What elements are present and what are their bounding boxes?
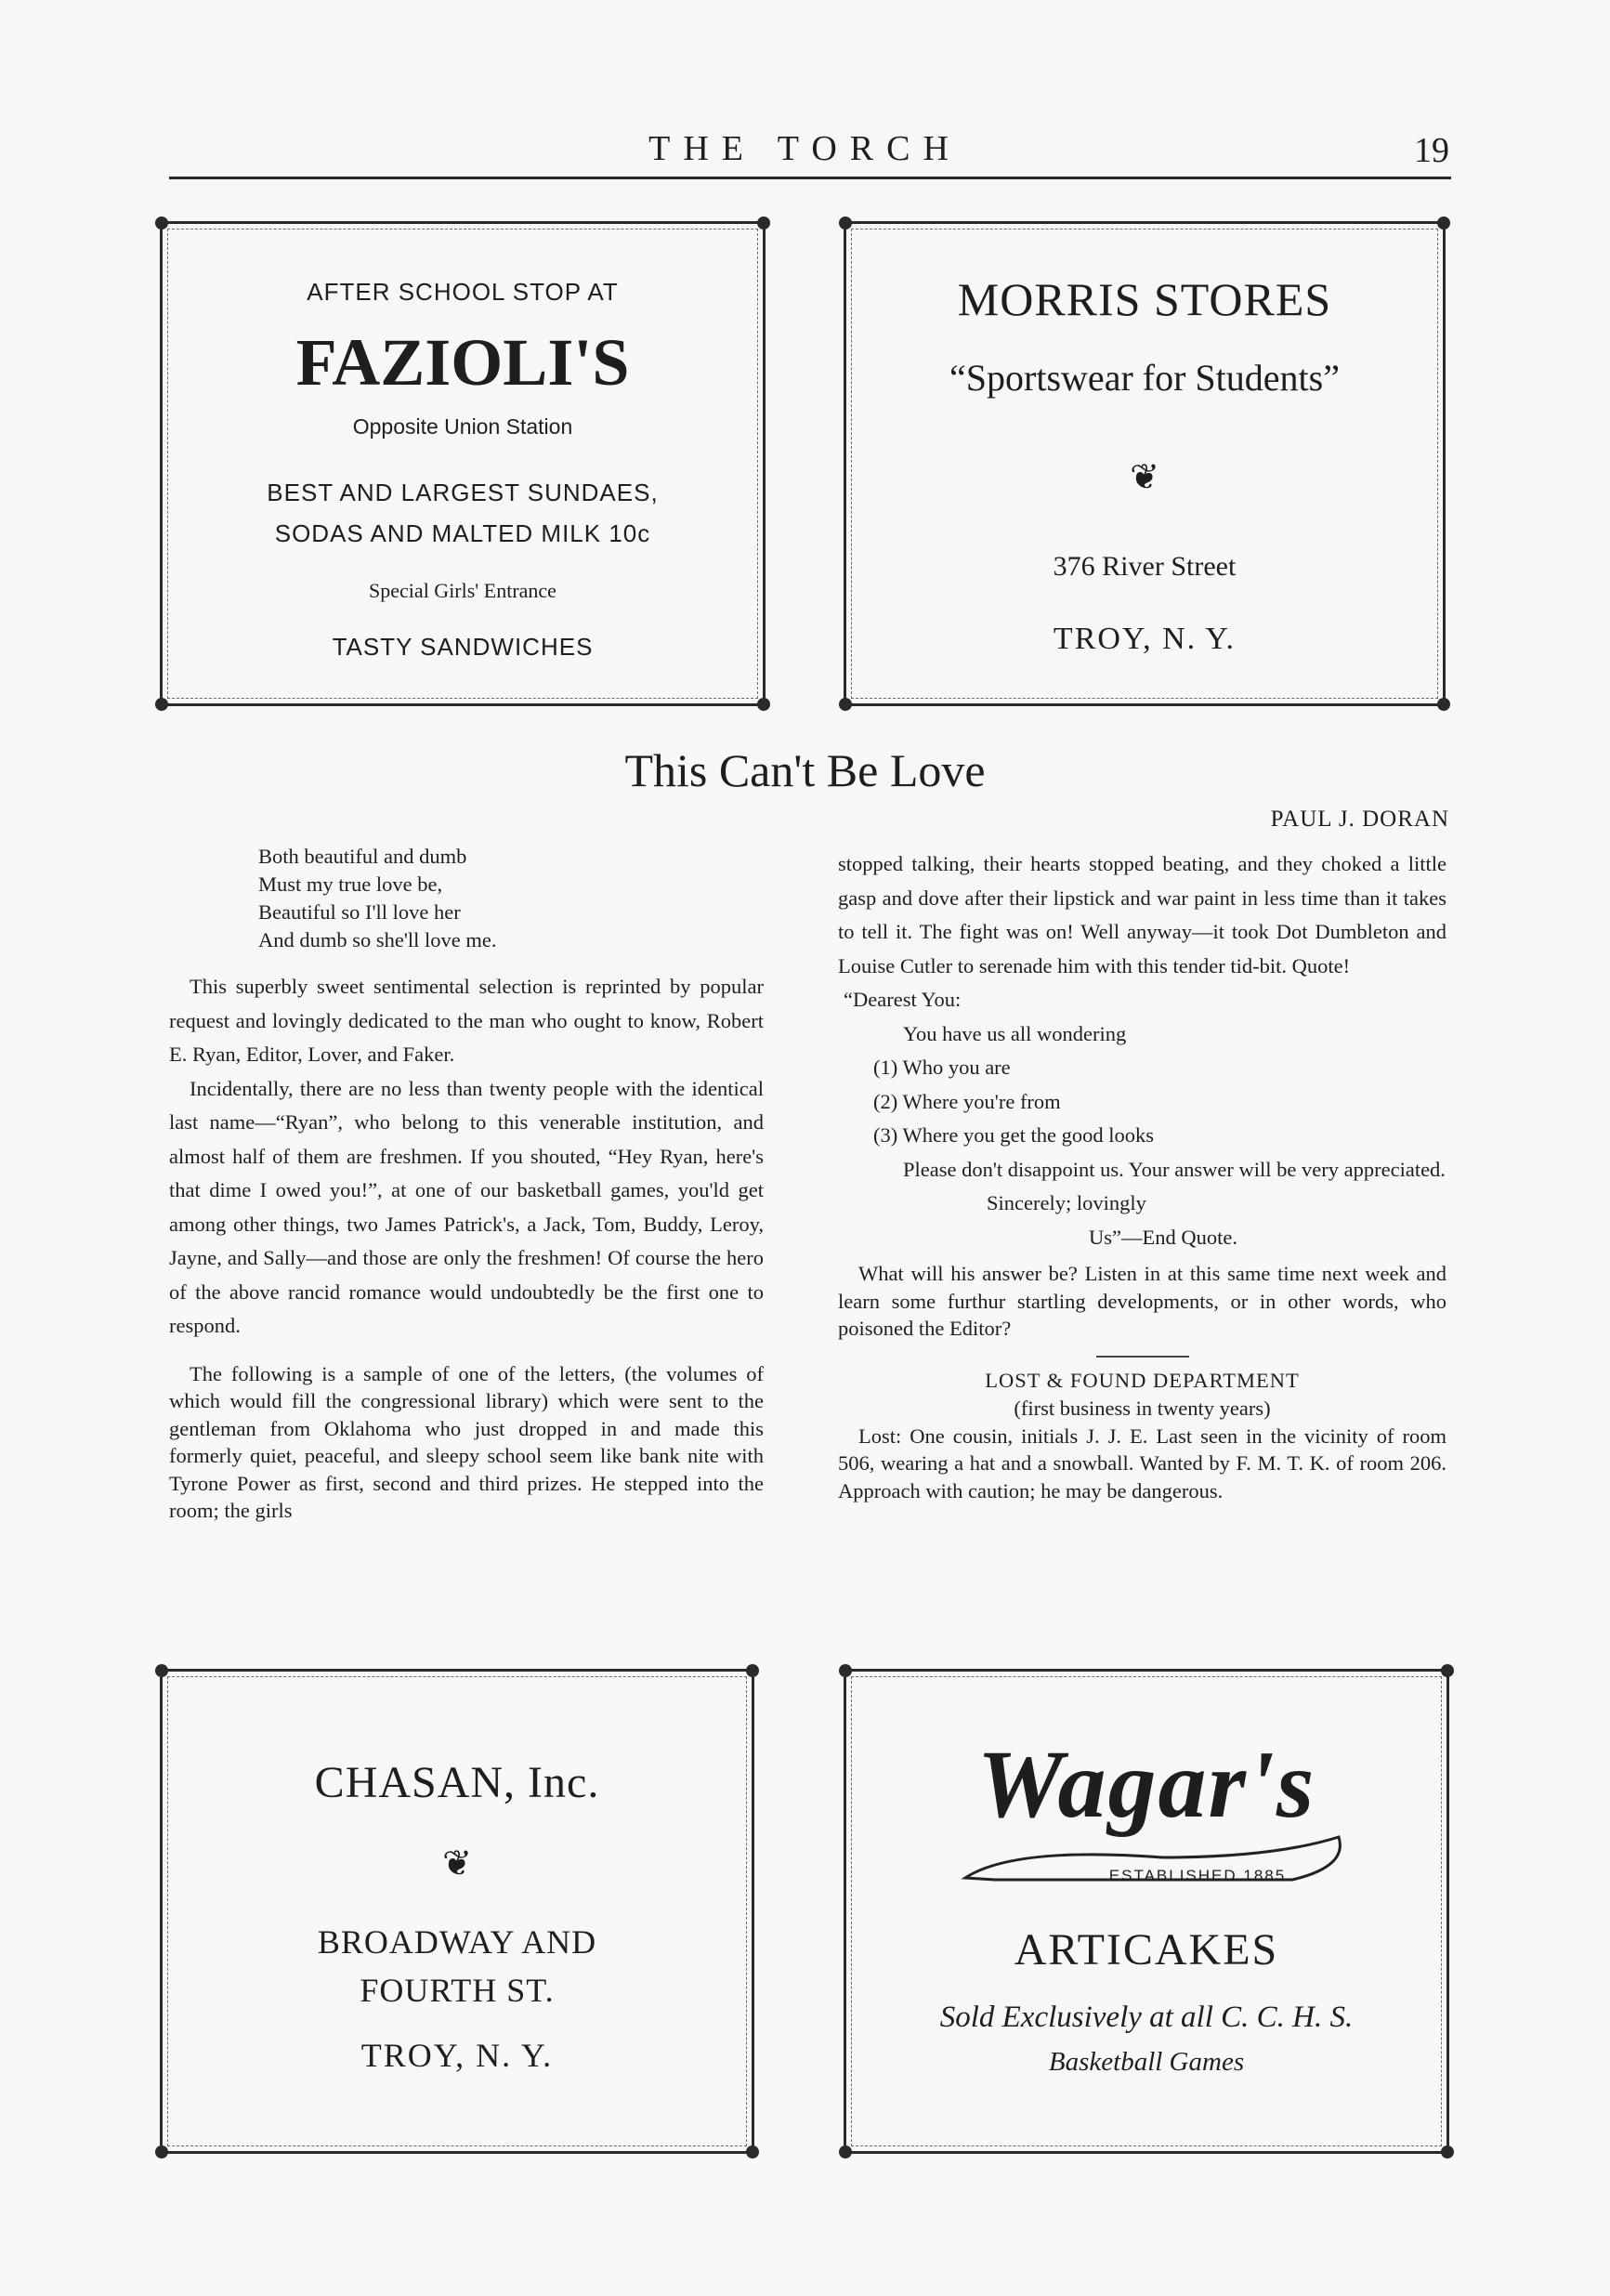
- faziolis-name: FAZIOLI'S: [295, 325, 630, 400]
- morris-slogan: “Sportswear for Students”: [949, 357, 1340, 399]
- chasan-city: TROY, N. Y.: [360, 2037, 554, 2074]
- wagars-product: ARTICAKES: [1014, 1925, 1279, 1975]
- letter-signature: Us”—End Quote.: [1089, 1225, 1237, 1249]
- running-title: THE TORCH: [648, 129, 962, 168]
- verse-line: Both beautiful and dumb: [258, 845, 467, 868]
- wagars-established: ESTABLISHED 1885: [1108, 1867, 1287, 1884]
- faziolis-line3: SODAS AND MALTED MILK 10c: [274, 519, 651, 547]
- chasan-name: CHASAN, Inc.: [314, 1758, 600, 1807]
- verse-line: And dumb so she'll love me.: [258, 928, 497, 951]
- ad-faziolis: [160, 221, 766, 706]
- article-paragraph: What will his answer be? Listen in at this same time next week and learn some furthur startling developments, or in other words, who poisoned the Editor?: [838, 1262, 1446, 1340]
- ad-morris-stores: [844, 221, 1446, 706]
- lost-found-title: LOST & FOUND DEPARTMENT: [985, 1368, 1300, 1392]
- letter-intro: You have us all wondering: [903, 1021, 1127, 1045]
- faziolis-line1: AFTER SCHOOL STOP AT: [307, 278, 619, 306]
- letter-item: (3) Where you get the good looks: [873, 1123, 1155, 1147]
- chasan-line2: FOURTH ST.: [360, 1972, 555, 2009]
- article-paragraph: The following is a sample of one of the letters, (the volumes of which would fill the congressional library) which were sent to the gentleman from Oklahoma who just dropped in and made this formerly quiet, peaceful, and sleepy school seem like bank nite with Tyrone Power as first, second and third prizes. He stepped into the room; the girls: [169, 1361, 764, 1522]
- faziolis-line5: TASTY SANDWICHES: [332, 633, 594, 661]
- article-title: This Can't Be Love: [624, 744, 986, 796]
- article-right-column: [838, 847, 1446, 1504]
- faziolis-line4: Special Girls' Entrance: [369, 579, 556, 602]
- morris-name: MORRIS STORES: [957, 273, 1332, 325]
- article-verse: [258, 843, 648, 954]
- ad-chasan: [160, 1669, 754, 2154]
- faziolis-location: Opposite Union Station: [352, 414, 573, 439]
- letter-item: (2) Where you're from: [873, 1089, 1061, 1113]
- article-byline: PAUL J. DORAN: [1270, 807, 1449, 832]
- article-paragraph: This superbly sweet sentimental selection is reprinted by popular request and lovingly dedicated to the man who ought to know, Robert E. Ryan, Editor, Lover, and Faker.: [169, 975, 764, 1066]
- faziolis-line2: BEST AND LARGEST SUNDAES,: [267, 479, 659, 506]
- article-paragraph: Incidentally, there are no less than twenty people with the identical last name—“Ryan”, who belong to this venerable institution, and almost half of them are freshmen. If you shouted, “Hey Ryan, here's that dime I owed you!”, at one of our basketball games, you'ld get among other things, two James Patrick's, a Jack, Tom, Buddy, Leroy, Jayne, and Sally—and those are only the freshmen! Of course the hero of the above rancid romance would undoubtedly be the first one to respond.: [169, 1076, 764, 1337]
- morris-ornament-icon: ❦: [1130, 458, 1159, 497]
- letter-salutation: “Dearest You:: [844, 988, 962, 1011]
- verse-line: Beautiful so I'll love her: [258, 900, 461, 924]
- lost-found-text: Lost: One cousin, initials J. J. E. Last seen in the vicinity of room 506, wearing a hat and a snowball. Wanted by F. M. T. K. of room 206. Approach with caution; he may be dangerous.: [838, 1424, 1446, 1502]
- letter-item: (1) Who you are: [873, 1056, 1011, 1079]
- section-divider: [1096, 1356, 1189, 1358]
- article-left-column: [169, 970, 764, 1525]
- wagars-line1: Sold Exclusively at all C. C. H. S.: [939, 2001, 1354, 2034]
- chasan-line1: BROADWAY AND: [317, 1923, 597, 1961]
- verse-line: Must my true love be,: [258, 872, 443, 896]
- morris-city: TROY, N. Y.: [1053, 622, 1237, 656]
- letter-closing: Sincerely; lovingly: [987, 1191, 1146, 1214]
- morris-address: 376 River Street: [1053, 551, 1237, 582]
- letter-body: Please don't disappoint us. Your answer will be very appreciated.: [903, 1157, 1446, 1181]
- page-number: 19: [1414, 131, 1449, 170]
- chasan-ornament-icon: ❦: [442, 1844, 472, 1883]
- wagars-line2: Basketball Games: [1048, 2047, 1245, 2077]
- lost-found-subtitle: (first business in twenty years): [1014, 1396, 1271, 1420]
- wagars-logo: Wagar's: [976, 1731, 1316, 1838]
- article-paragraph: stopped talking, their hearts stopped beating, and they choked a little gasp and dove after their lipstick and war paint in less time than it takes to tell it. The fight was on! Well anyway—it took Dot Dumbleton and Louise Cutler to serenade him with this tender tid-bit. Quote!: [838, 852, 1446, 977]
- header-rule: [169, 177, 1451, 179]
- ad-wagars: [844, 1669, 1449, 2154]
